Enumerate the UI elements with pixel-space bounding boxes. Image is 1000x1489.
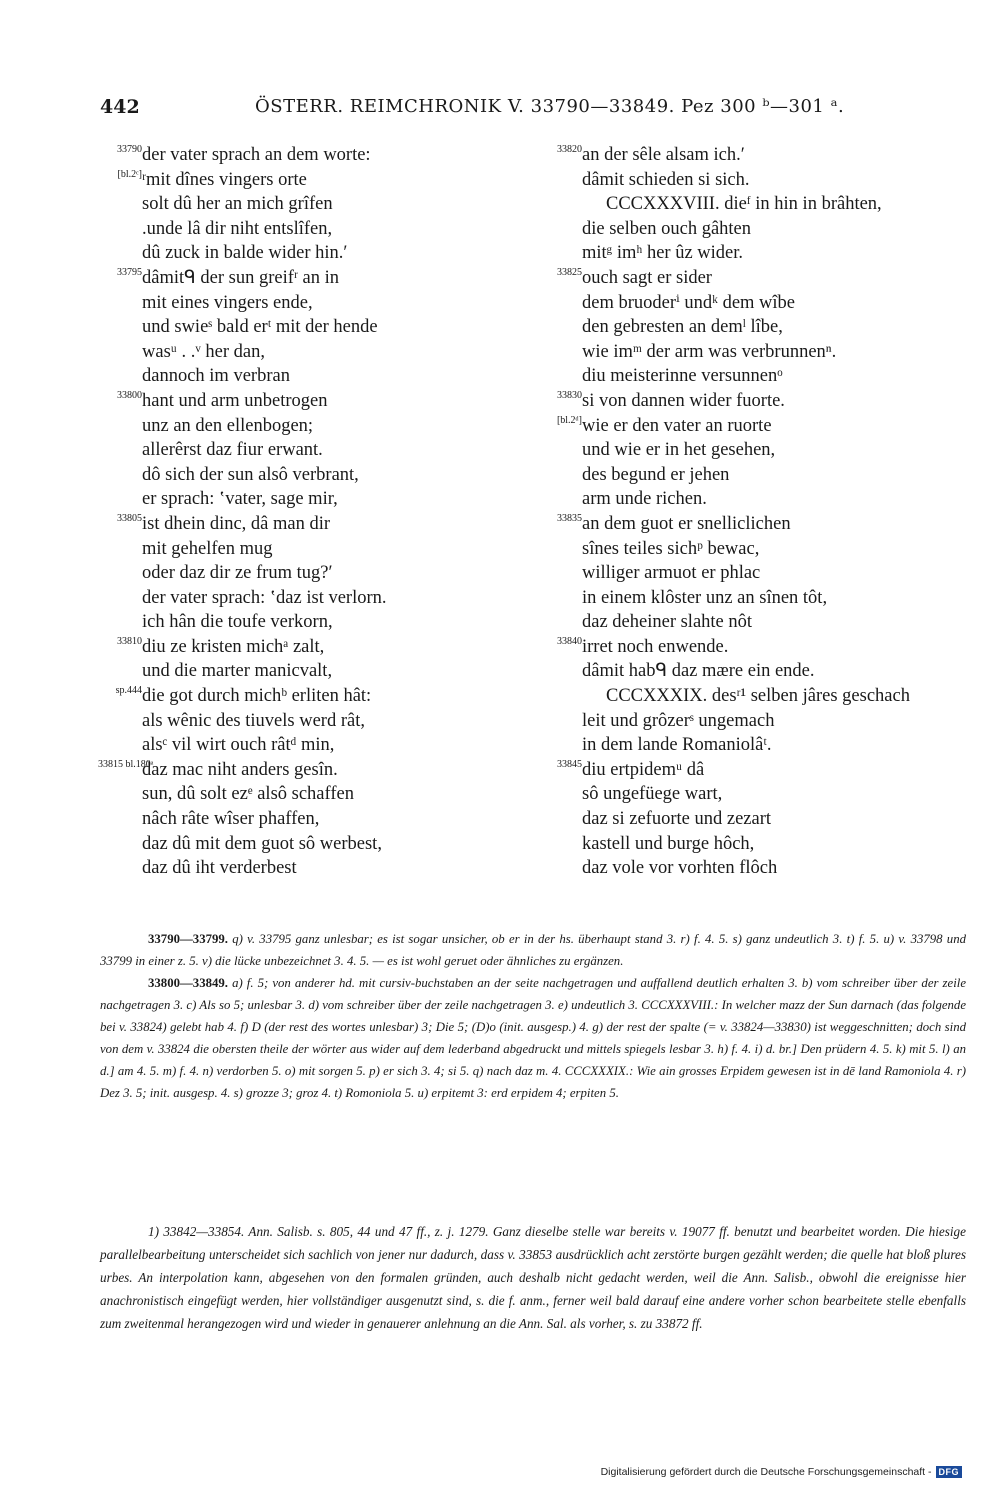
apparatus-paragraph-1 (100, 928, 966, 972)
footnote (100, 1220, 966, 1335)
verse-text: daz dû mit dem guot sô werbest, (142, 833, 382, 854)
verse-text: daz dû iht verderbest (142, 858, 297, 879)
verse-line (98, 856, 518, 881)
verse-text: irret noch enwende. (582, 636, 729, 657)
verse-text: .unde lâ dir niht entslîfen, (142, 218, 333, 239)
line-number: 33810 (117, 635, 142, 647)
verse-line (98, 438, 518, 463)
verse-text: wie imᵐ der arm was verbrunnenⁿ. (582, 341, 837, 362)
line-number: 33835 (557, 512, 582, 524)
verse-line (538, 364, 978, 389)
verse-line (98, 586, 518, 611)
verse-text: wasᵘ . .ᵛ her dan, (142, 341, 265, 362)
verse-text: dâmit schieden si sich. (582, 169, 750, 190)
verse-line (538, 340, 978, 365)
verse-text: dem bruoderⁱ undᵏ dem wîbe (582, 292, 796, 313)
verse-text: und die marter manicvalt, (142, 661, 333, 682)
line-number: 33825 (557, 266, 582, 278)
verse-text: dâmit habᑫ daz mære ein ende. (582, 661, 815, 682)
verse-text: und wie er in het gesehen, (582, 440, 776, 461)
verse-text: dannoch im verbran (142, 366, 290, 387)
verse-line (98, 659, 518, 684)
line-number: 33845 (557, 758, 582, 770)
verse-text: diu meisterinne versunnenᵒ (582, 366, 783, 387)
line-number: 33840 (557, 635, 582, 647)
verse-line (98, 610, 518, 635)
verse-text: und swieˢ bald erᵗ mit der hende (142, 317, 378, 338)
verse-text: daz mac niht anders gesîn. (142, 759, 338, 780)
verse-line (538, 733, 978, 758)
verse-text: daz vole vor vorhten flôch (582, 858, 778, 879)
verse-line (98, 635, 518, 660)
dfg-logo-icon: DFG (936, 1466, 963, 1478)
verse-text: mitᵍ imʰ her ûz wider. (582, 243, 744, 264)
verse-line (538, 192, 978, 217)
verse-line (98, 266, 518, 291)
verse-line (538, 266, 978, 291)
verse-text: alsᶜ vil wirt ouch râtᵈ min, (142, 735, 335, 756)
verse-line (538, 291, 978, 316)
verse-text: unz an den ellenbogen; (142, 415, 314, 436)
verse-line (538, 782, 978, 807)
verse-line (98, 241, 518, 266)
verse-text: als wênic des tiuvels werd rât, (142, 710, 365, 731)
verse-line (98, 315, 518, 340)
verse-line (98, 758, 518, 783)
left-verse-column (98, 143, 518, 881)
digitization-credit (601, 1466, 962, 1478)
verse-line (538, 856, 978, 881)
verse-line (538, 512, 978, 537)
verse-text: der vater sprach an dem worte: (142, 145, 371, 165)
verse-text: an dem guot er snelliclichen (582, 513, 791, 534)
verse-line (98, 389, 518, 414)
verse-line (98, 709, 518, 734)
apparatus-text-1: q) v. 33795 ganz unlesbar; es ist sogar unsicher, ob er in der hs. überhaupt stand 3. r) f. 4. 5. s) ganz undeutlich 3. t) f. 5. u) v. 33798 und 33799 in einer z. 5. v) die lücke unbezeichnet 3. 4. 5. — es ist wohl geruet oder ähnliches zu ergänzen. (100, 932, 966, 968)
verse-line (98, 807, 518, 832)
verse-line (538, 635, 978, 660)
verse-line (98, 684, 518, 709)
verse-text: die selben ouch gâhten (582, 218, 752, 239)
verse-text: die got durch michᵇ erliten hât: (142, 686, 372, 707)
right-verse-column (538, 143, 978, 881)
line-number: 33820 (557, 144, 582, 155)
verse-text: des begund er jehen (582, 464, 730, 485)
verse-line (538, 610, 978, 635)
critical-apparatus (100, 928, 966, 1104)
verse-text: williger armuot er phlac (582, 563, 761, 584)
chapter-heading-line: CCCXXXIX. desʳ¹ selben jâres geschach (606, 686, 910, 707)
credit-text: Digitalisierung gefördert durch die Deutsche Forschungsgemeinschaft - (600, 1466, 932, 1478)
verse-text: in dem lande Romaniolâᵗ. (582, 735, 772, 756)
verse-text: daz si zefuorte und zezart (582, 809, 772, 830)
verse-line (538, 537, 978, 562)
verse-line (98, 832, 518, 857)
verse-line (538, 168, 978, 193)
verse-line (98, 733, 518, 758)
verse-text: der vater sprach: ʽdaz ist verlorn. (142, 587, 387, 608)
line-number: [bl.2ᶜ] (117, 168, 142, 180)
verse-text: er sprach: ʽvater, sage mir, (142, 489, 338, 510)
line-number: 33805 (117, 512, 142, 524)
verse-text: hant und arm unbetrogen (142, 390, 328, 411)
verse-text: ʳmit dînes vingers orte (142, 169, 307, 190)
verse-text: sun, dû solt ezᵉ alsô schaffen (142, 784, 354, 805)
verse-text: nâch râte wîser phaffen, (142, 809, 320, 830)
verse-line (98, 512, 518, 537)
verse-text: dô sich der sun alsô verbrant, (142, 464, 359, 485)
apparatus-range-2: 33800—33849. (148, 976, 228, 990)
verse-line (538, 463, 978, 488)
verse-line (538, 389, 978, 414)
verse-line (98, 561, 518, 586)
verse-line (98, 782, 518, 807)
verse-line (98, 463, 518, 488)
verse-text: ouch sagt er sider (582, 267, 712, 288)
line-number: 33830 (557, 389, 582, 401)
verse-text: mit eines vingers ende, (142, 292, 313, 313)
verse-line (538, 832, 978, 857)
verse-line (98, 168, 518, 193)
verse-text: dâmitᑫ der sun greifʳ an in (142, 267, 339, 288)
verse-line (98, 291, 518, 316)
verse-text: in einem klôster unz an sînen tôt, (582, 587, 828, 608)
verse-line (538, 315, 978, 340)
verse-text: solt dû her an mich grîfen (142, 194, 333, 215)
verse-line (98, 340, 518, 365)
page-header (100, 96, 920, 120)
verse-line (538, 487, 978, 512)
footnote-text: 1) 33842—33854. Ann. Salisb. s. 805, 44 und 47 ff., z. j. 1279. Ganz dieselbe stelle war bereits v. 19077 ff. benutzt und bearbeitet worden. Die hiesige parallelbearbeitung unterscheidet sich sachlich von jener nur dadurch, dass v. 33853 ausdrücklich acht zerstörte burgen gezählt werden; die quelle hat bloß plures urbes. An interpolation kann, abgesehen von den formalen gründen, auch deshalb nicht gedacht werden, weil die Ann. Salisb., obwohl die ereignisse hier anachronistisch eingefügt werden, hier vollständiger ausgenutzt sind, s. die f. anm., ferner weil bald darauf eine andere vorher schon bearbeitete stelle ebenfalls zum zweitenmal herangezogen wird und wieder in genauerer anlehnung an die Ann. Sal. als vorher, s. zu 33872 ff. (100, 1224, 966, 1331)
apparatus-text-2: a) f. 5; von anderer hd. mit cursiv-buchstaben an der seite nachgetragen und auffallend deutlich erhalten 3. b) vom schreiber über der zeile nachgetragen 3. c) Als so 5; unlesbar 3. d) vom schreiber über der zeile nachgetragen 3. e) undeutlich 3. CCCXXXVIII.: In welcher mazz der Sun darnach (das folgende bei v. 33824) gelebt hab 4. f) D (der rest des wortes unlesbar) 3; Die 5; (D)o (init. ausgesp.) 4. g) der rest der spalte (= v. 33824—33830) ist weggeschnitten; doch sind von dem v. 33824 die obersten theile der wörter aus wider auf dem lederband abgedruckt und mittels spiegels lesbar 3. h) f. 4. i) d. br.] Den prüdern 4. 5. k) mit 5. l) an d.] am 4. 5. m) f. 4. n) verdorben 5. o) mit sorgen 5. p) er sich 3. 4; si 5. q) nach daz m. 4. CCCXXXIX.: Wie ain grosses Erpidem gewesen ist in dē land Ramoniola 4. r) Dez 3. 5; init. ausgesp. 4. s) grozze 3; groz 4. t) Romoniola 5. u) erpitemt 3: erd erpidem 4; erpiten 5. (100, 976, 966, 1100)
line-number: 33800 (117, 389, 142, 401)
verse-text: si von dannen wider fuorte. (582, 390, 785, 411)
line-number: 33790 (117, 144, 142, 155)
verse-text: oder daz dir ze frum tug?ʹ (142, 563, 333, 584)
verse-line (538, 143, 978, 168)
verse-line (98, 537, 518, 562)
running-title: ÖSTERR. REIMCHRONIK V. 33790—33849. Pez 300 ᵇ—301 ᵃ. (255, 96, 845, 117)
verse-line (538, 217, 978, 242)
verse-line (98, 487, 518, 512)
verse-line (98, 143, 518, 168)
verse-text: arm unde richen. (582, 489, 707, 510)
verse-text: diu ze kristen michᵃ zalt, (142, 636, 325, 657)
verse-line (538, 438, 978, 463)
verse-text: ich hân die toufe verkorn, (142, 612, 333, 633)
chapter-heading-line: CCCXXXVIII. dieᶠ in hin in brâhten, (606, 194, 882, 215)
verse-text: mit gehelfen mug (142, 538, 273, 559)
apparatus-range-1: 33790—33799. (148, 932, 228, 946)
verse-line (98, 192, 518, 217)
verse-text: sînes teiles sichᵖ bewac, (582, 538, 760, 559)
verse-text: leit und grôzerˢ ungemach (582, 710, 775, 731)
verse-text: ist dhein dinc, dâ man dir (142, 513, 331, 534)
verse-line (538, 709, 978, 734)
verse-line (538, 684, 978, 709)
verse-line (538, 241, 978, 266)
verse-line (538, 414, 978, 439)
verse-line (538, 659, 978, 684)
verse-line (538, 586, 978, 611)
verse-text: allerêrst daz fiur erwant. (142, 440, 323, 461)
line-number: [bl.2ᵈ] (556, 414, 582, 426)
verse-line (538, 758, 978, 783)
line-number: 33815 bl.180ᵃ (98, 758, 154, 770)
verse-line (98, 217, 518, 242)
verse-text: den gebresten an demˡ lîbe, (582, 317, 783, 338)
verse-line (538, 807, 978, 832)
apparatus-paragraph-2 (100, 972, 966, 1104)
verse-line (98, 364, 518, 389)
verse-text: kastell und burge hôch, (582, 833, 755, 854)
verse-text: daz deheiner slahte nôt (582, 612, 753, 633)
verse-text: dû zuck in balde wider hin.ʹ (142, 243, 348, 264)
page-number: 442 (100, 96, 140, 118)
verse-line (98, 414, 518, 439)
verse-text: diu ertpidemᵘ dâ (582, 759, 705, 780)
verse-line (538, 561, 978, 586)
line-number: sp.444 (115, 685, 142, 697)
line-number: 33795 (117, 266, 142, 278)
verse-text: sô ungefüege wart, (582, 784, 723, 805)
verse-text: an der sêle alsam ich.ʹ (582, 145, 745, 165)
verse-text: wie er den vater an ruorte (582, 415, 772, 436)
